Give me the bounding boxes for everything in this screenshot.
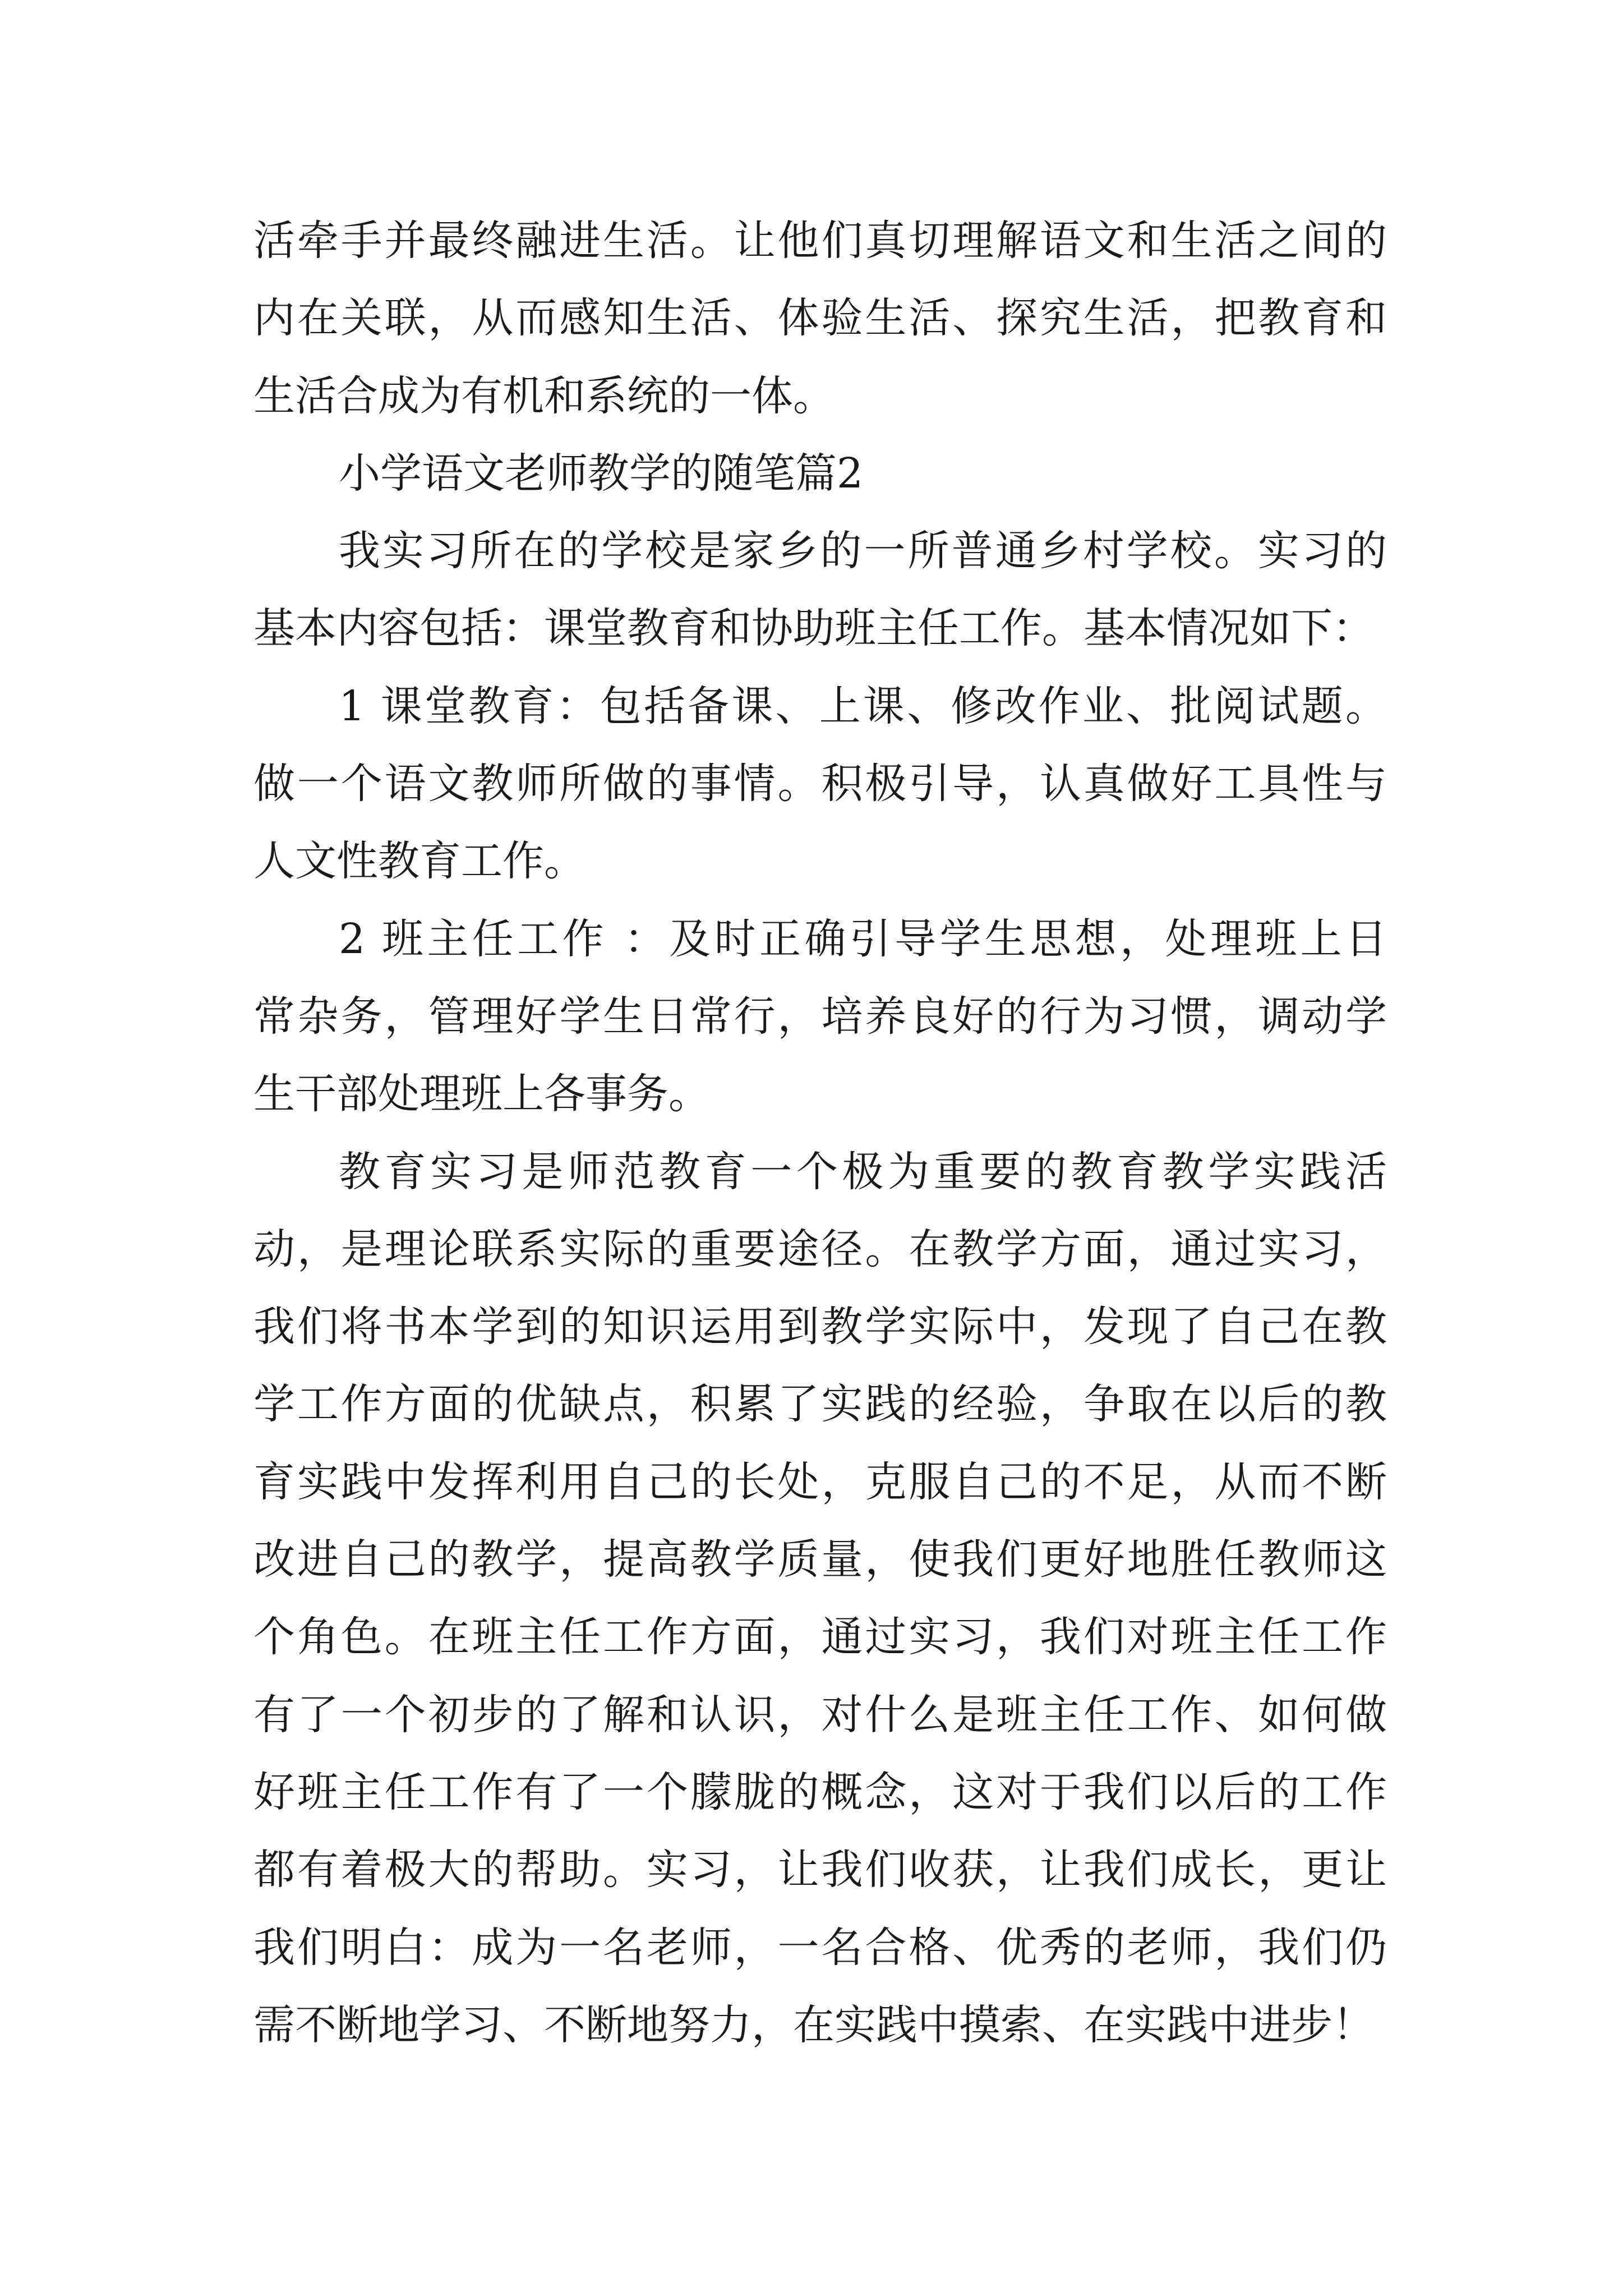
paragraph-line: 我们将书本学到的知识运用到教学实际中，发现了自己在教 xyxy=(253,1303,1387,1351)
paragraph-line: 都有着极大的帮助。实习，让我们收获，让我们成长，更让 xyxy=(253,1846,1387,1894)
paragraph-line: 学工作方面的优缺点，积累了实践的经验，争取在以后的教 xyxy=(253,1380,1387,1429)
paragraph-line: 我实习所在的学校是家乡的一所普通乡村学校。实习的 xyxy=(339,527,1387,576)
paragraph-line: 改进自己的教学，提高教学质量，使我们更好地胜任教师这 xyxy=(253,1535,1387,1584)
list-item-line: 常杂务，管理好学生日常行，培养良好的行为习惯，调动学 xyxy=(253,992,1387,1041)
list-item-line: 1 课堂教育：包括备课、上课、修改作业、批阅试题。 xyxy=(339,682,1387,730)
paragraph-line: 教育实习是师范教育一个极为重要的教育教学实践活 xyxy=(339,1147,1387,1196)
document-body xyxy=(253,202,1387,2064)
paragraph-line: 需不断地学习、不断地努力，在实践中摸索、在实践中进步！ xyxy=(253,2000,1374,2049)
list-item-line: 生干部处理班上各事务。 xyxy=(253,1070,710,1119)
paragraph-line: 个角色。在班主任工作方面，通过实习，我们对班主任工作 xyxy=(253,1613,1387,1662)
paragraph-line: 有了一个初步的了解和认识，对什么是班主任工作、如何做 xyxy=(253,1690,1387,1739)
list-item-line: 做一个语文教师所做的事情。积极引导，认真做好工具性与 xyxy=(253,760,1387,808)
paragraph-line: 动，是理论联系实际的重要途径。在教学方面，通过实习， xyxy=(253,1225,1387,1273)
paragraph-line: 内在关联，从而感知生活、体验生活、探究生活，把教育和 xyxy=(253,294,1387,343)
list-item-line: 2 班主任工作 ：及时正确引导学生思想，处理班上日 xyxy=(339,914,1387,963)
paragraph-line: 基本内容包括：课堂教育和协助班主任工作。基本情况如下： xyxy=(253,604,1374,653)
paragraph-line: 育实践中发挥利用自己的长处，克服自己的不足，从而不断 xyxy=(253,1457,1387,1506)
paragraph-line: 生活合成为有机和系统的一体。 xyxy=(253,371,834,420)
paragraph-line: 活牵手并最终融进生活。让他们真切理解语文和生活之间的 xyxy=(253,217,1387,265)
paragraph-line: 好班主任工作有了一个朦胧的概念，这对于我们以后的工作 xyxy=(253,1768,1387,1816)
list-item-line: 人文性教育工作。 xyxy=(253,837,585,886)
section-heading: 小学语文老师教学的随笔篇2 xyxy=(339,449,864,498)
paragraph-line: 我们明白：成为一名老师，一名合格、优秀的老师，我们仍 xyxy=(253,1923,1387,1972)
